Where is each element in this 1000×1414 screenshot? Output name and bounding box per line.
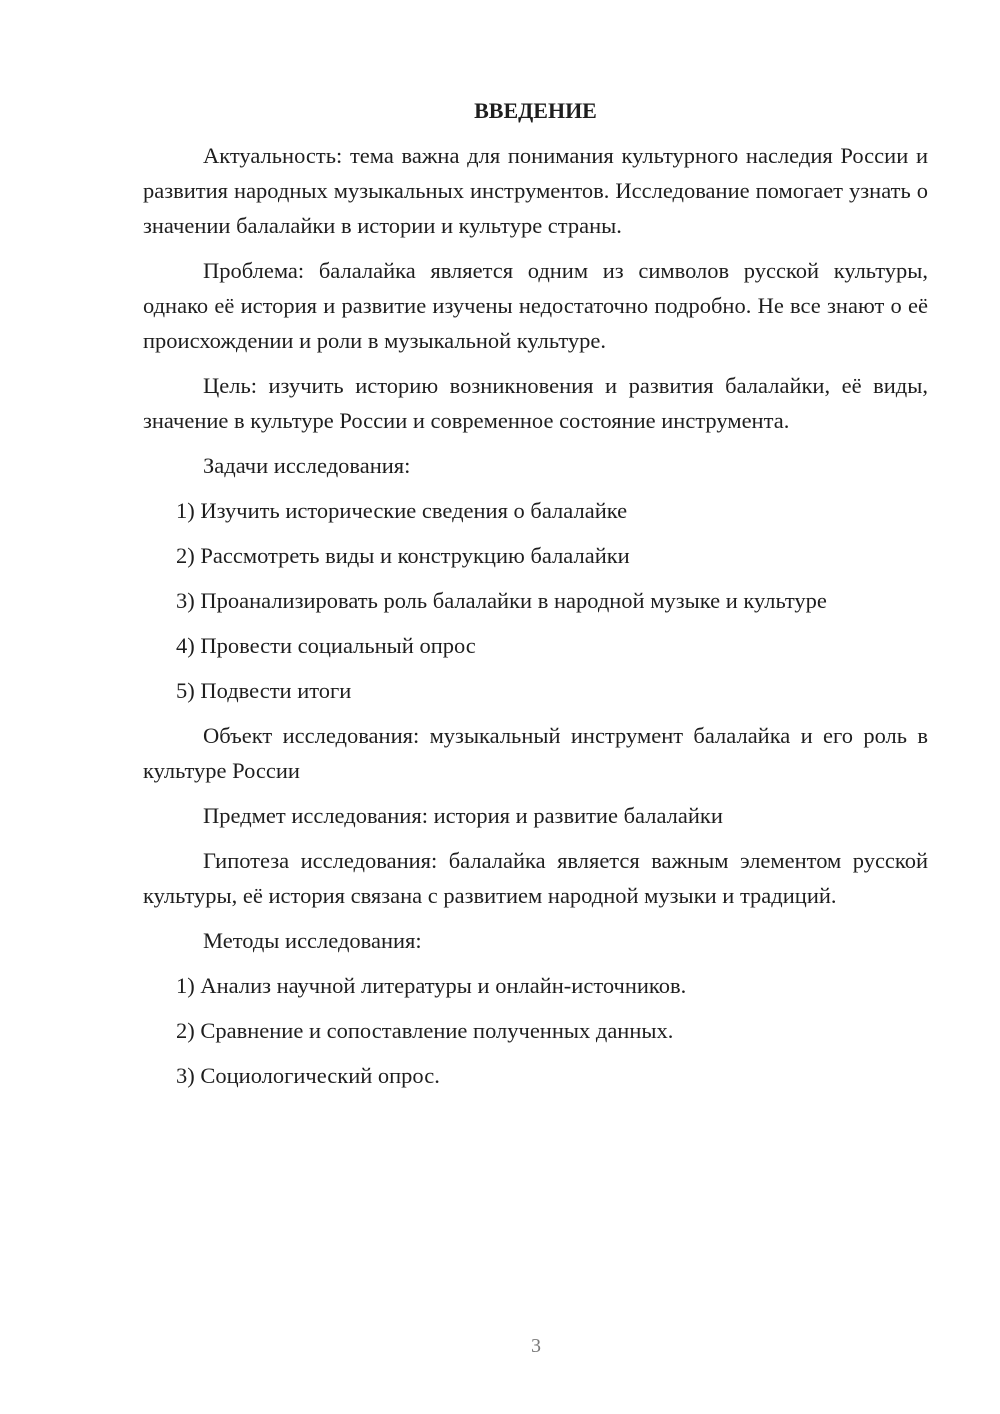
methods-heading: Методы исследования: bbox=[203, 928, 422, 953]
methods-list bbox=[143, 968, 928, 1093]
list-item: 3) Социологический опрос. bbox=[176, 1063, 440, 1088]
list-item: 5) Подвести итоги bbox=[176, 678, 352, 703]
list-item: 2) Сравнение и сопоставление полученных данных. bbox=[176, 1018, 674, 1043]
section-title: ВВЕДЕНИЕ bbox=[474, 98, 597, 123]
subject-paragraph: Предмет исследования: история и развитие балалайки bbox=[203, 803, 723, 828]
list-item: 3) Проанализировать роль балалайки в народной музыке и культуре bbox=[176, 588, 827, 613]
list-item: 1) Анализ научной литературы и онлайн-источников. bbox=[176, 973, 687, 998]
list-item: 2) Рассмотреть виды и конструкцию балалайки bbox=[176, 543, 630, 568]
relevance-paragraph: Актуальность: тема важна для понимания культурного наследия России и развития народных музыкальных инструментов. Исследование помогает узнать о значении балалайки в истории и культуре страны. bbox=[143, 143, 928, 238]
tasks-list bbox=[143, 493, 928, 708]
document-body bbox=[143, 96, 928, 1103]
list-item: 1) Изучить исторические сведения о балалайке bbox=[176, 498, 628, 523]
problem-paragraph: Проблема: балалайка является одним из символов русской культуры, однако её история и развитие изучены недостаточно подробно. Не все знают о её происхождении и роли в музыкальной культуре. bbox=[143, 258, 928, 353]
tasks-heading: Задачи исследования: bbox=[203, 453, 411, 478]
page-number: 3 bbox=[531, 1335, 541, 1357]
hypothesis-paragraph: Гипотеза исследования: балалайка является важным элементом русской культуры, её история связана с развитием народной музыки и традиций. bbox=[143, 848, 928, 908]
object-paragraph: Объект исследования: музыкальный инструмент балалайка и его роль в культуре России bbox=[143, 723, 928, 783]
goal-paragraph: Цель: изучить историю возникновения и развития балалайки, её виды, значение в культуре России и современное состояние инструмента. bbox=[143, 373, 928, 433]
list-item: 4) Провести социальный опрос bbox=[176, 633, 476, 658]
